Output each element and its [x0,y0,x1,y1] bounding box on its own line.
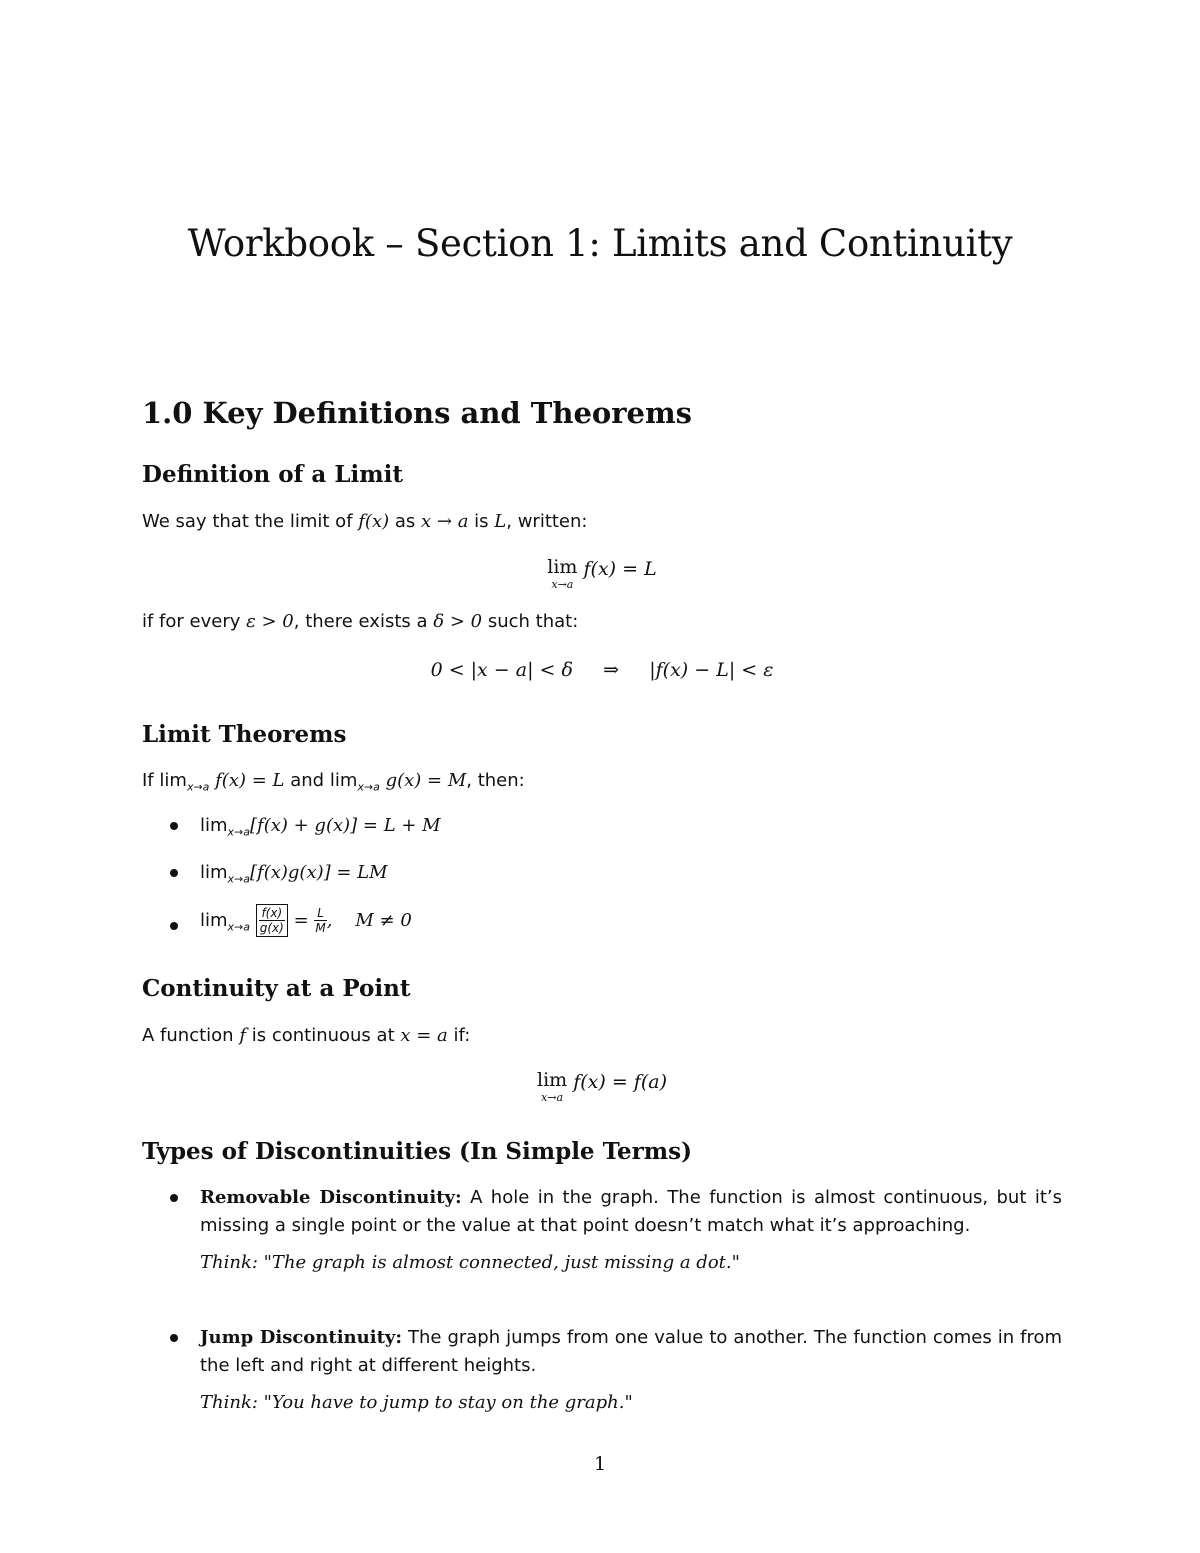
list-item: $\lim_{x\to a}[f(x)g(x)]$ = LM [170,859,1062,894]
definition-condition: if for every ε > 0, there exists a δ > 0 such that: [142,611,579,632]
definition-heading: Definition of a Limit [142,461,403,488]
bullet-icon [170,822,178,830]
continuity-equation: lim x→a f(x) = f(a) [537,1069,667,1104]
epsilon-delta-implication: 0 < |x − a| < δ ⇒ |f(x) − L| < ε [430,659,774,681]
bullet-icon [170,1334,178,1342]
continuity-heading: Continuity at a Point [142,975,411,1002]
bullet-icon [170,869,178,877]
continuity-intro: A function f is continuous at x = a if: [142,1025,471,1046]
page-number: 1 [593,1453,607,1475]
bullet-icon [170,1194,178,1202]
list-item: Jump Discontinuity: The graph jumps from one value to another. The function comes in from the left and right at different heights. Think: "You have to jump to stay on the graph." [170,1324,1062,1417]
list-item: Removable Discontinuity: A hole in the graph. The function is almost continuous, but it’s missing a single point or the value at that point doesn’t match what it’s approaching. Think: "The graph is almost connected, just missing a dot." [170,1184,1062,1277]
page-title: Workbook – Section 1: Limits and Continuity [187,222,1013,265]
theorems-intro: If $\lim_{x\to a} f(x) = L$ and $\lim_{x\to a} g(x) = M$, then: [142,770,525,794]
list-item: $\lim_{x\to a}$ $\frac{f(x)}{g(x)}$ = $\frac{L}{M}$ , M ≠ 0 [170,904,1062,941]
limit-equation: lim x→a f(x) = L [547,556,657,591]
theorems-heading: Limit Theorems [142,721,347,748]
list-item: $\lim_{x\to a}[f(x) + g(x)] = L + M$ [170,812,1062,847]
section-heading: 1.0 Key Definitions and Theorems [142,396,693,430]
definition-intro: We say that the limit of f(x) as x → a is L, written: [142,511,588,532]
bullet-icon [170,922,178,930]
discontinuities-heading: Types of Discontinuities (In Simple Terms) [142,1138,692,1165]
